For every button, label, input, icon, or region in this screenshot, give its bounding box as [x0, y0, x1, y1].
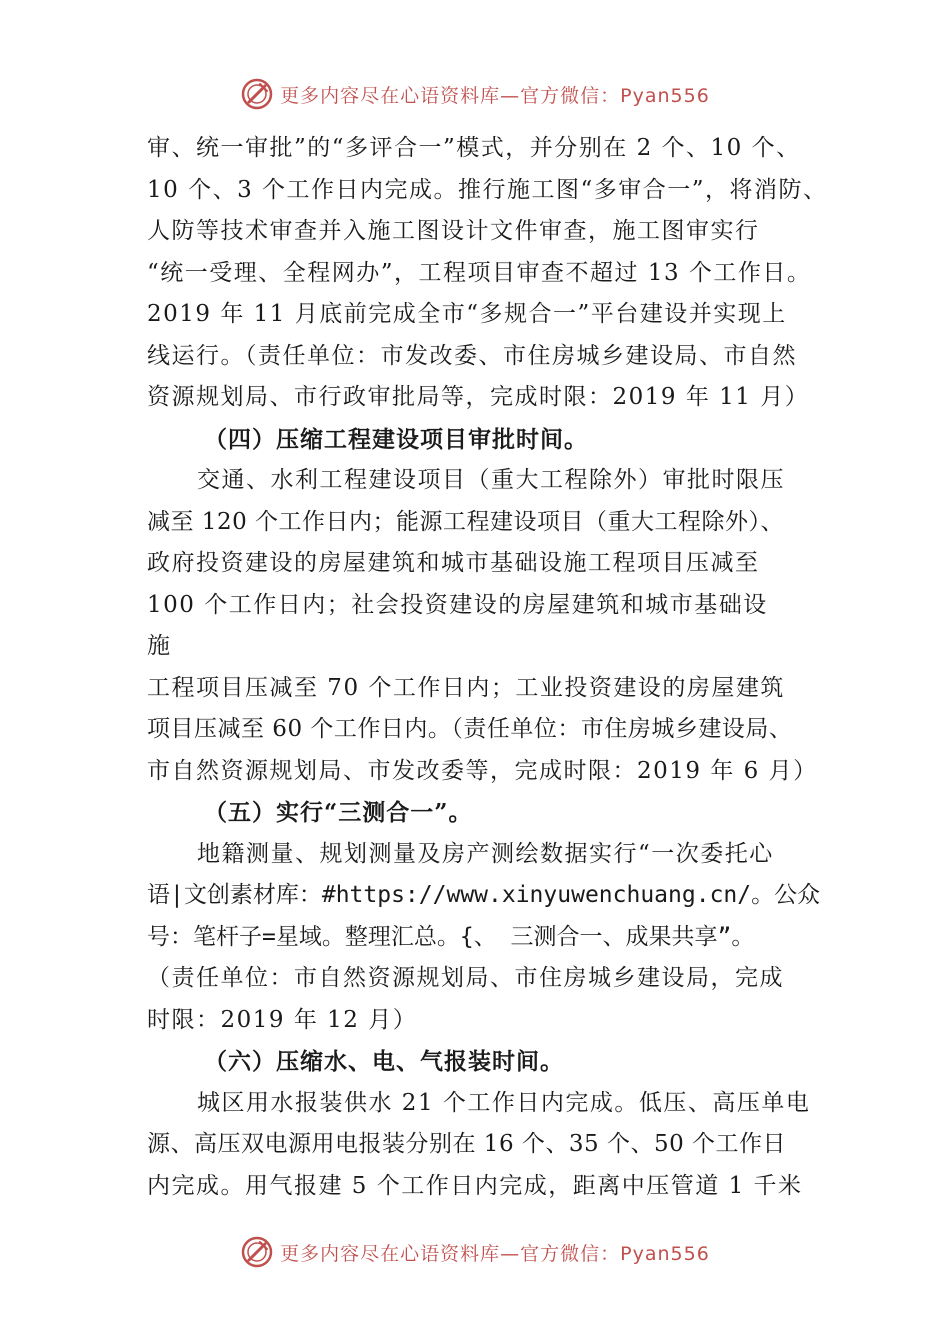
- paragraph-line: 项目压减至 60 个工作日内。（责任单位：市住房城乡建设局、: [147, 716, 793, 742]
- section-heading-6: （六）压缩水、电、气报装时间。: [204, 1048, 564, 1075]
- paragraph-line: 施: [147, 633, 172, 659]
- section-heading-4: （四）压缩工程建设项目审批时间。: [204, 425, 588, 453]
- paragraph-line: （责任单位：市自然资源规划局、市住房城乡建设局，完成: [147, 965, 784, 991]
- paragraph-line: 减至 120 个工作日内；能源工程建设项目（重大工程除外）、: [147, 508, 785, 535]
- paragraph-line: 市自然资源规划局、市发改委等，完成时限：2019 年 6 月）: [147, 757, 818, 784]
- document-body: [147, 128, 837, 1207]
- paragraph-line: 工程项目压减至 70 个工作日内；工业投资建设的房屋建筑: [147, 674, 785, 701]
- watermark-text: 更多内容尽在心语资料库—官方微信：Pyan556: [280, 84, 710, 107]
- seal-logo-icon: [240, 1235, 274, 1269]
- paragraph-line: “统一受理、全程网办”，工程项目审查不超过 13 个工作日。: [147, 259, 812, 286]
- paragraph-line: 号：笔杆子=星域。整理汇总。{、 三测合一、成果共享”。: [147, 923, 755, 950]
- paragraph-line: 地籍测量、规划测量及房产测绘数据实行“一次委托心: [197, 840, 774, 867]
- paragraph-line: 资源规划局、市行政审批局等，完成时限：2019 年 11 月）: [147, 384, 810, 410]
- paragraph-line: 语|文创素材库：#https://www.xinyuwenchuang.cn/。公众: [147, 882, 821, 908]
- watermark-text: 更多内容尽在心语资料库—官方微信：Pyan556: [280, 1242, 710, 1265]
- paragraph-line: 2019 年 11 月底前完成全市“多规合一”平台建设并实现上: [147, 301, 787, 327]
- watermark-header: [0, 72, 950, 116]
- section-heading-5: （五）实行“三测合一”。: [204, 799, 473, 826]
- paragraph-line: 城区用水报装供水 21 个工作日内完成。低压、高压单电: [197, 1089, 811, 1116]
- watermark-footer: [0, 1230, 950, 1274]
- paragraph-line: 10 个、3 个工作日内完成。推行施工图“多审合一”，将消防、: [147, 176, 828, 203]
- paragraph-line: 审、统一审批”的“多评合一”模式，并分别在 2 个、10 个、: [147, 135, 801, 161]
- paragraph-line: 100 个工作日内；社会投资建设的房屋建筑和城市基础设: [147, 591, 768, 618]
- paragraph-line: 内完成。用气报建 5 个工作日内完成，距离中压管道 1 千米: [147, 1172, 803, 1199]
- paragraph-line: 政府投资建设的房屋建筑和城市基础设施工程项目压减至: [147, 550, 760, 576]
- paragraph-line: 时限：2019 年 12 月）: [147, 1006, 418, 1033]
- paragraph-line: 线运行。（责任单位：市发改委、市住房城乡建设局、市自然: [147, 342, 797, 369]
- seal-logo-icon: [240, 77, 274, 111]
- paragraph-line: 源、高压双电源用电报装分别在 16 个、35 个、50 个工作日: [147, 1131, 787, 1157]
- paragraph-line: 交通、水利工程建设项目（重大工程除外）审批时限压: [197, 467, 785, 493]
- paragraph-line: 人防等技术审查并入施工图设计文件审查，施工图审实行: [147, 218, 760, 244]
